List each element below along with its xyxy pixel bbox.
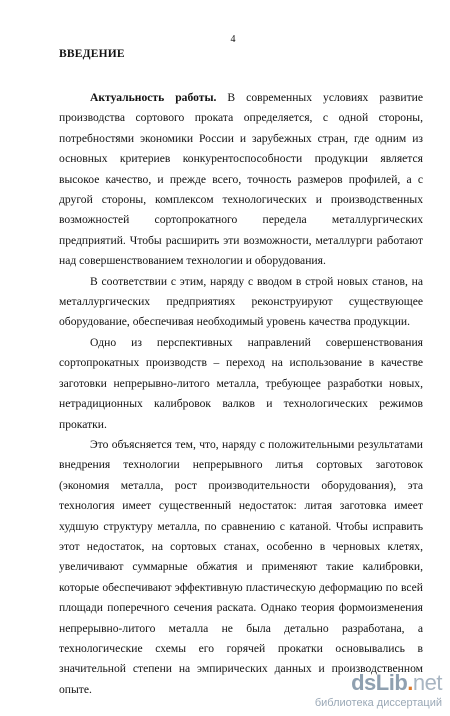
paragraph-text: В соответствии с этим, наряду с вводом в строй новых станов, на металлургических предприятиях реконструируют существующее оборудование, обеспечивая необходимый уровень качества продукции. (59, 274, 423, 329)
watermark-logo-dot: . (407, 670, 413, 695)
paragraph (59, 333, 423, 435)
page-number: 4 (230, 34, 236, 45)
paragraph-text: Это объясняется тем, что, наряду с положительными результатами внедрения технологии непрерывного литья сортовых заготовок (экономия металла, рост производительности оборудования), эта технология имеет существенный недостаток: литая заготовка имеет худшую структуру металла, по сравнению с катаной. Чтобы исправить этот недостаток, на сортовых станах, особенно в черновых клетях, увеличивают суммарные обжатия и применяют такие калибровки, которые обеспечивают эффективную пластическую деформацию по всей площади поперечного сечения раската. Однако теория формоизменения непрерывно-литого металла не была детально разработана, а технологические схемы его горячей прокатки основывались в значительной степени на эмпирических данных и производственном опыте. (59, 437, 423, 696)
paragraph-lead: Актуальность работы. (90, 91, 217, 104)
paragraph-text: В современных условиях развитие производства сортового проката определяется, с одной стороны, потребностями экономики России и зарубежных стран, где одним из основных критериев конкурентоспособности продукции является высокое качество, и прежде всего, точность размеров профилей, а с другой стороны, комплексом технологических и производственных возможностей сортопрокатного передела металлургических предприятий. Чтобы расширить эти возможности, металлурги работают над совершенствованием технологии и оборудования. (59, 91, 423, 268)
paragraph-text: Одно из перспективных направлений совершенствования сортопрокатных производств – переход на использование в качестве заготовки непрерывно-литого металла, требующее разработки новых, нетрадиционных калибровок валков и технологических режимов прокатки. (59, 335, 423, 431)
watermark-logo (351, 672, 442, 694)
watermark-logo-tld: net (412, 670, 442, 695)
paragraph (59, 435, 423, 700)
body-text (59, 88, 423, 700)
paragraph (59, 88, 423, 272)
watermark-subtitle: библиотека диссертаций (314, 697, 442, 709)
section-heading: ВВЕДЕНИЕ (59, 48, 125, 60)
watermark (292, 672, 442, 712)
paragraph (59, 272, 423, 333)
watermark-logo-main: dsLib (351, 670, 408, 695)
